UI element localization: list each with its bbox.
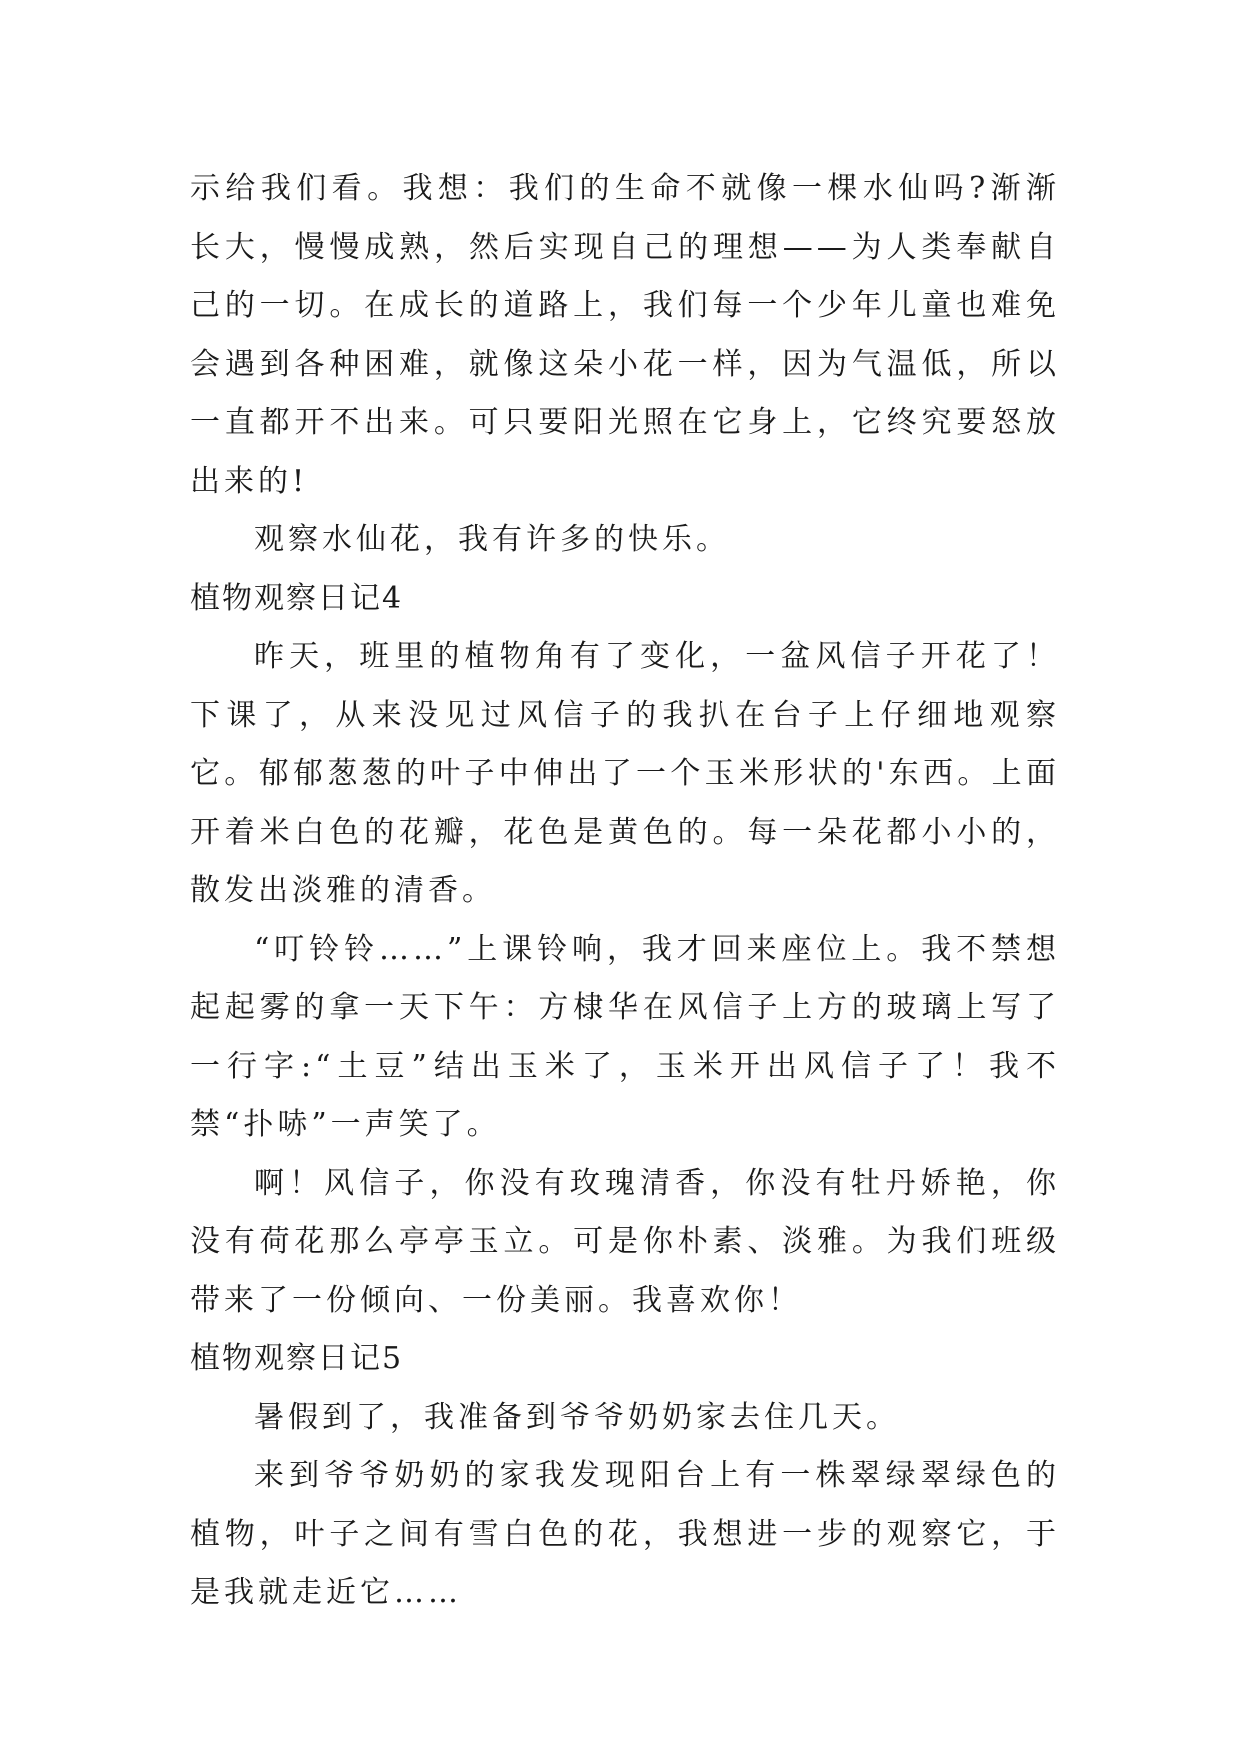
paragraph-4: “叮铃铃……”上课铃响，我才回来座位上。我不禁想起起雾的拿一天下午：方棣华在风信子上方的玻璃上写了一行字:“土豆”结出玉米了，玉米开出风信子了！我不禁“扑哧”一声笑了。 — [190, 931, 1060, 1142]
paragraph-2: 观察水仙花，我有许多的快乐。 — [254, 522, 730, 557]
paragraph-3: 昨天，班里的植物角有了变化，一盆风信子开花了！下课了，从来没见过风信子的我扒在台子上仔细地观察它。郁郁葱葱的叶子中伸出了一个玉米形状的'东西。上面开着米白色的花瓣，花色是黄色的。每一朵花都小小的，散发出淡雅的清香。 — [190, 639, 1060, 908]
section-heading-diary-4: 植物观察日记4 — [190, 580, 404, 616]
paragraph-6: 暑假到了，我准备到爷爷奶奶家去住几天。 — [254, 1399, 900, 1435]
paragraph-7: 来到爷爷奶奶的家我发现阳台上有一株翠绿翠绿色的植物，叶子之间有雪白色的花，我想进一步的观察它，于是我就走近它…… — [190, 1458, 1060, 1610]
section-heading-diary-5: 植物观察日记5 — [190, 1341, 404, 1376]
document-body — [190, 160, 1060, 1623]
paragraph-5: 啊！风信子，你没有玫瑰清香，你没有牡丹娇艳，你没有荷花那么亭亭玉立。可是你朴素、淡雅。为我们班级带来了一份倾向、一份美丽。我喜欢你！ — [190, 1165, 1060, 1318]
paragraph-1: 示给我们看。我想：我们的生命不就像一棵水仙吗?渐渐长大，慢慢成熟，然后实现自己的理想——为人类奉献自己的一切。在成长的道路上，我们每一个少年儿童也难免会遇到各种困难，就像这朵小花一样，因为气温低，所以一直都开不出来。可只要阳光照在它身上，它终究要怒放出来的! — [190, 171, 1060, 499]
